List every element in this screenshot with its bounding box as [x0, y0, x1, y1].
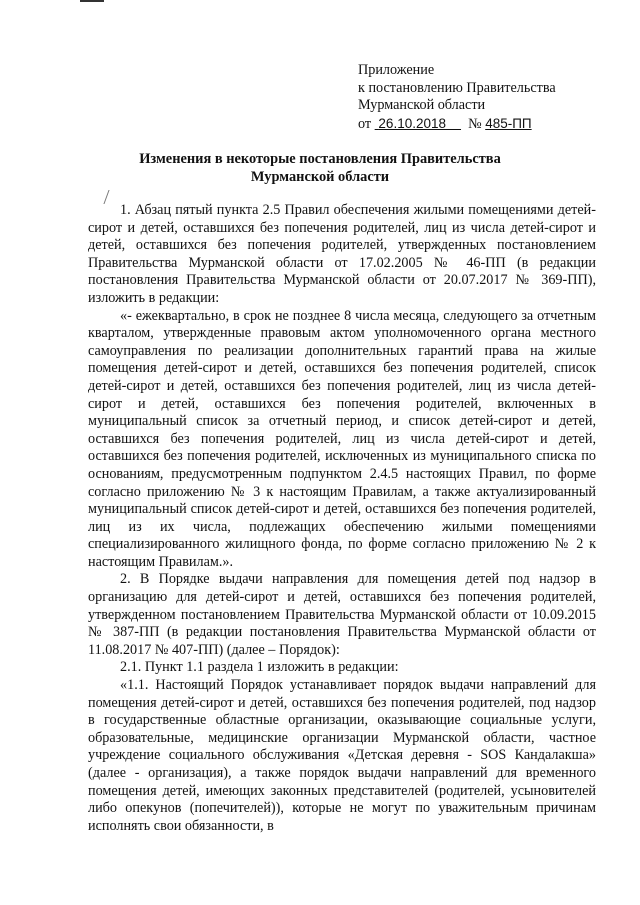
appendix-line: Мурманской области [358, 97, 486, 114]
paragraph: «1.1. Настоящий Порядок устанавливает порядок выдачи направлений для помещения детей-сирот и детей, оставшихся без попечения родителей, под надзор в государственные областные организации, оказывающие социальные услуги, образовательные, медицинские организации Мурманской области, частное учреждение социального обслуживания «Детская деревня - SOS Кандалакша» (далее - организация), а также порядок выдачи направлений для временного помещения детей, имеющих законных представителей (родителей, усыновителей либо опекунов (попечителей)), которые не могут по уважительным причинам исполнять свои обязанности, в [88, 677, 596, 834]
appendix-line: к постановлению Правительства [358, 79, 556, 96]
title-line: Мурманской области [250, 169, 390, 185]
paragraph: 1. Абзац пятый пункта 2.5 Правил обеспечения жилыми помещениями детей-сирот и детей, оставшихся без попечения родителей, лиц из числа детей-сирот и детей, оставшихся без попечения родителей, утвержденных постановлением Правительства Мурманской области от 17.02.2005 № 46-ПП (в редакции постановления Правительства Мурманской области от 20.07.2017 № 369-ПП), изложить в редакции: [88, 202, 596, 306]
paragraph: 2.1. Пункт 1.1 раздела 1 изложить в редакции: [120, 659, 399, 676]
date-value: 26.10.2018 [378, 115, 446, 131]
appendix-header [358, 62, 618, 133]
document-body [88, 202, 596, 835]
scan-artifact [80, 0, 104, 2]
date-prefix: от [358, 115, 372, 132]
number-value: 485-ПП [485, 115, 532, 131]
appendix-date-line [358, 115, 618, 134]
paragraph: «- ежеквартально, в срок не позднее 8 числа месяца, следующего за отчетным кварталом, утвержденные правовым актом уполномоченного органа местного самоуправления по реализации дополнительных гарантий права на жилые помещения детей-сирот и детей, оставшихся без попечения родителей, список детей-сирот и детей, оставшихся без попечения родителей, лиц из числа детей-сирот и детей, оставшихся без попечения родителей, включенных в муниципальный список за отчетный период, и список детей-сирот и детей, оставшихся без попечения родителей, лиц из числа детей-сирот и детей, оставшихся без попечения родителей, исключенных из муниципального списка по основаниям, предусмотренным подпунктом 2.4.5 настоящих Правил, по форме согласно приложению № 3 к настоящим Правилам, а также актуализированный муниципальный список детей-сирот и детей, оставшихся без попечения родителей, лиц из их числа, подлежащих обеспечению жилыми помещениями специализированного жилищного фонда, по форме согласно приложению № 2 к настоящим Правилам.». [88, 307, 596, 570]
number-prefix: № [468, 115, 482, 132]
title-line: Изменения в некоторые постановления Правительства [139, 151, 501, 167]
paragraph: 2. В Порядке выдачи направления для помещения детей под надзор в организацию для детей-сирот и детей, оставшихся без попечения родителей, утвержденном постановлением Правительства Мурманской области от 10.09.2015 № 387-ПП (в редакции постановления Правительства Мурманской области от 11.08.2017 № 407-ПП) (далее – Порядок): [88, 571, 596, 658]
document-title [60, 150, 580, 186]
appendix-line: Приложение [358, 62, 435, 78]
